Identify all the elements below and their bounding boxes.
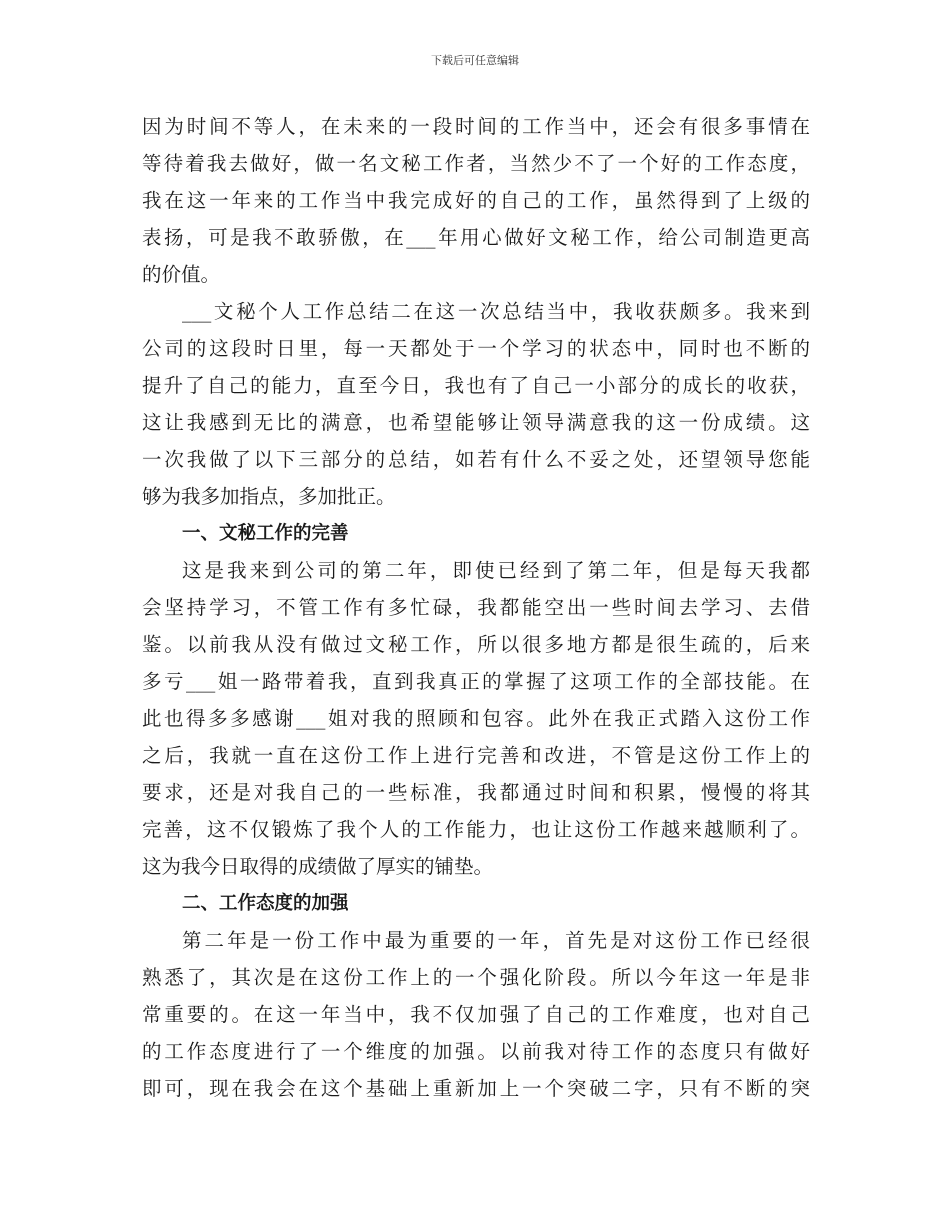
text-line: 的工作态度进行了一个维度的加强。以前我对待工作的态度只有做好 bbox=[142, 1040, 810, 1063]
paragraph-first-line: 这是我来到公司的第二年，即使已经到了第二年，但是每天我都 bbox=[182, 559, 810, 582]
text-line: 公司的这段时日里，每一天都处于一个学习的状态中，同时也不断的 bbox=[142, 337, 810, 360]
page-header: 下载后可任意编辑 bbox=[431, 54, 519, 67]
text-line: 这为我今日取得的成绩做了厚实的铺垫。 bbox=[142, 855, 494, 878]
document-body bbox=[142, 108, 810, 1107]
paragraph-first-line: 第二年是一份工作中最为重要的一年，首先是对这份工作已经很 bbox=[182, 929, 810, 952]
text-line: 此也得多多感谢___姐对我的照顾和包容。此外在我正式踏入这份工作 bbox=[142, 707, 810, 730]
text-line: 完善，这不仅锻炼了我个人的工作能力，也让这份工作越来越顺利了。 bbox=[142, 818, 810, 841]
text-line: 提升了自己的能力，直至今日，我也有了自己一小部分的成长的收获， bbox=[142, 374, 810, 397]
paragraph-first-line: ___文秘个人工作总结二在这一次总结当中，我收获颇多。我来到 bbox=[182, 300, 810, 323]
text-line: 即可，现在我会在这个基础上重新加上一个突破二字，只有不断的突 bbox=[142, 1077, 810, 1100]
text-line: 之后，我就一直在这份工作上进行完善和改进，不管是这份工作上的 bbox=[142, 744, 810, 767]
text-line: 因为时间不等人，在未来的一段时间的工作当中，还会有很多事情在 bbox=[142, 115, 810, 138]
text-line: 鉴。以前我从没有做过文秘工作，所以很多地方都是很生疏的，后来 bbox=[142, 633, 810, 656]
text-line: 的价值。 bbox=[142, 263, 221, 286]
text-line: 我在这一年来的工作当中我完成好的自己的工作，虽然得到了上级的 bbox=[142, 189, 810, 212]
text-line: 会坚持学习，不管工作有多忙碌，我都能空出一些时间去学习、去借 bbox=[142, 596, 810, 619]
text-line: 这让我感到无比的满意，也希望能够让领导满意我的这一份成绩。这 bbox=[142, 411, 810, 434]
text-line: 常重要的。在这一年当中，我不仅加强了自己的工作难度，也对自己 bbox=[142, 1003, 810, 1026]
text-line: 多亏___姐一路带着我，直到我真正的掌握了这项工作的全部技能。在 bbox=[142, 670, 810, 693]
text-line: 等待着我去做好，做一名文秘工作者，当然少不了一个好的工作态度， bbox=[142, 152, 810, 175]
text-line: 表扬，可是我不敢骄傲，在___年用心做好文秘工作，给公司制造更高 bbox=[142, 226, 810, 249]
text-line: 够为我多加指点，多加批正。 bbox=[142, 485, 396, 508]
section-heading: 二、工作态度的加强 bbox=[182, 893, 349, 914]
text-line: 熟悉了，其次是在这份工作上的一个强化阶段。所以今年这一年是非 bbox=[142, 966, 810, 989]
text-line: 要求，还是对我自己的一些标准，我都通过时间和积累，慢慢的将其 bbox=[142, 781, 810, 804]
text-line: 一次我做了以下三部分的总结，如若有什么不妥之处，还望领导您能 bbox=[142, 448, 810, 471]
section-heading: 一、文秘工作的完善 bbox=[182, 523, 349, 544]
